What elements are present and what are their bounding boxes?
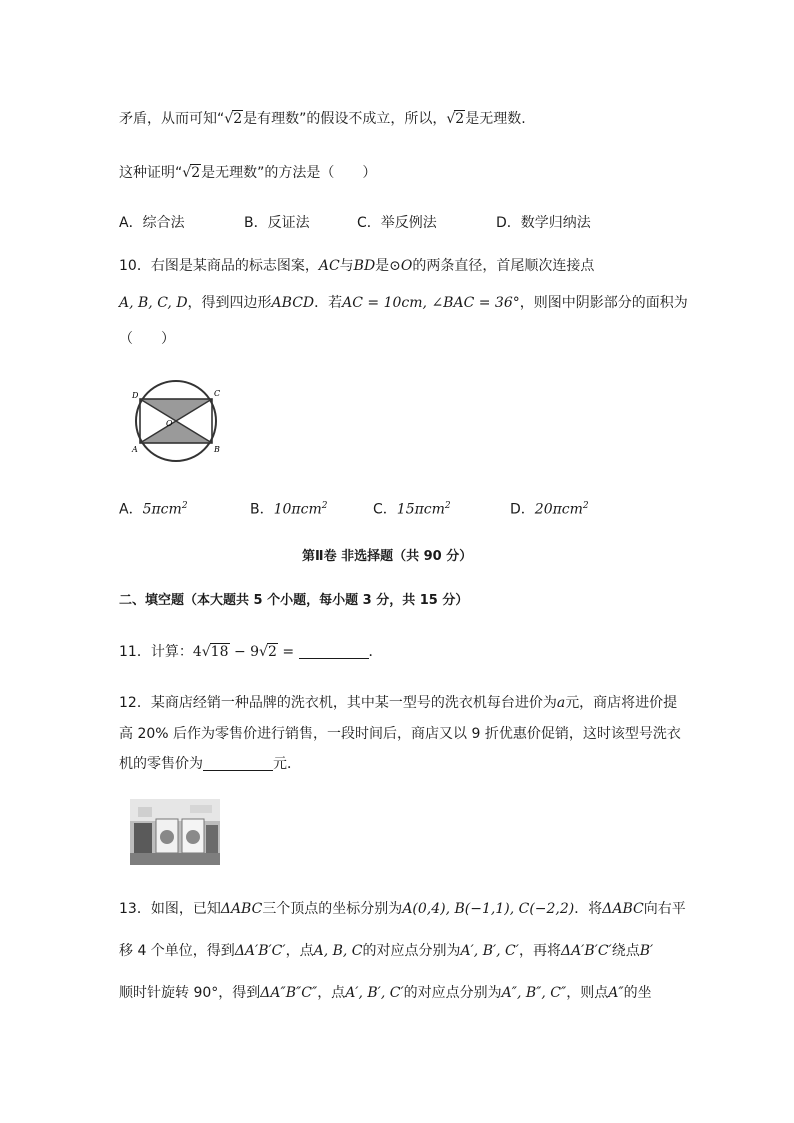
text: 是: [375, 258, 390, 274]
q12-line-1: [119, 693, 677, 713]
math: A(0,4), B(−1,1), C(−2,2): [402, 901, 575, 917]
math: ΔA″B″C″: [260, 985, 318, 1001]
q9-option-a: A．综合法: [119, 215, 185, 231]
q10-line-2: [119, 293, 688, 313]
option-value: 15πcm: [396, 501, 445, 518]
math: ΔABC: [602, 901, 644, 917]
q13-line-2: [119, 941, 653, 961]
q10-option-b: [250, 496, 327, 520]
q10-figure: [128, 380, 224, 462]
text: 顺时针旋转 90°，得到: [119, 985, 261, 1001]
option-value: 20πcm: [534, 501, 583, 518]
text: 元．: [273, 756, 301, 772]
label-o: O: [166, 419, 173, 428]
equals: =: [277, 644, 299, 660]
text: 是无理数.: [465, 111, 526, 127]
text: 的对应点分别为: [362, 943, 461, 959]
option-value: 10πcm: [273, 501, 322, 518]
answer-blank[interactable]: [299, 644, 369, 659]
text: 的坐: [623, 985, 652, 1001]
text: ．: [368, 644, 383, 660]
text: ，则图中阴影部分的面积为: [519, 295, 688, 311]
radicand: 2: [267, 644, 277, 660]
text: 矛盾，从而可知“: [119, 111, 225, 127]
q10-option-a: [119, 496, 188, 520]
q9-question-line: [119, 163, 376, 183]
q9-option-b: B．反证法: [244, 215, 310, 231]
radicand: 18: [210, 644, 229, 660]
math: A′, B′, C′: [345, 985, 404, 1001]
exponent: 2: [444, 501, 451, 511]
text: 绕点: [611, 943, 640, 959]
math: AC: [318, 258, 340, 274]
washing-machine-photo: [130, 799, 220, 865]
text: ，点: [285, 943, 314, 959]
text: 三个顶点的坐标分别为: [262, 901, 403, 917]
radical-sign: √: [224, 111, 234, 127]
text: 向右平: [643, 901, 686, 917]
shaded-triangle-top: [140, 399, 212, 421]
text: ，得到四边形: [187, 295, 272, 311]
q13-line-3: [119, 983, 652, 1003]
label-a: A: [132, 445, 138, 454]
math: A″, B″, C″: [501, 985, 567, 1001]
math: ΔABC: [220, 901, 263, 917]
q11-line: [119, 642, 383, 662]
text: 的两条直径，首尾顺次连接点: [412, 258, 595, 274]
radicand: 2: [455, 111, 465, 127]
text: 与: [339, 258, 354, 274]
coefficient: 4: [192, 644, 202, 660]
q10-line-1: [119, 256, 594, 276]
option-letter: A．: [119, 501, 143, 518]
math: BD: [353, 258, 376, 274]
section-heading: 二、填空题（本大题共 5 个小题，每小题 3 分，共 15 分）: [119, 593, 469, 608]
option-letter: D．: [510, 501, 535, 518]
text: 13．如图，已知: [119, 901, 221, 917]
q10-option-d: [510, 496, 589, 520]
radical-sign: √: [446, 111, 456, 127]
math: ⊙O: [389, 258, 413, 274]
exponent: 2: [181, 501, 188, 511]
math: A, B, C: [313, 943, 363, 959]
math: a: [556, 695, 566, 711]
text: 是有理数”的假设不成立，所以，: [243, 111, 447, 127]
option-letter: B．: [250, 501, 274, 518]
radicand: 2: [191, 165, 201, 181]
math: A″: [608, 985, 624, 1001]
option-letter: C．: [373, 501, 397, 518]
radical-sign: √: [201, 644, 211, 660]
q10-option-c: [373, 496, 451, 520]
text: ，点: [317, 985, 346, 1001]
q12-line-3: [119, 754, 301, 774]
radicand: 2: [233, 111, 243, 127]
math: ABCD: [271, 295, 315, 311]
text: 机的零售价为: [119, 756, 203, 772]
answer-blank[interactable]: [203, 756, 273, 771]
exponent: 2: [321, 501, 328, 511]
radical-sign: √: [259, 644, 268, 660]
text: 元，商店将进价提: [565, 695, 678, 711]
math: B′: [639, 943, 654, 959]
text: 是无理数”的方法是（ ）: [201, 165, 377, 181]
q9-option-d: D．数学归纳法: [496, 215, 591, 231]
math: AC = 10cm, ∠BAC = 36°: [342, 295, 520, 311]
exponent: 2: [582, 501, 589, 511]
text: ．若: [314, 295, 343, 311]
q13-line-1: [119, 899, 686, 919]
math: ΔA′B′C′: [560, 943, 612, 959]
q9-conclusion-line: [119, 109, 526, 129]
math: A, B, C, D: [119, 295, 188, 311]
section-title: 第Ⅱ卷 非选择题（共 90 分）: [302, 549, 473, 564]
shaded-triangle-bottom: [140, 421, 212, 443]
radical-sign: √: [182, 165, 192, 181]
option-value: 5πcm: [142, 501, 182, 518]
text: 11．计算：: [119, 644, 193, 660]
label-d: D: [132, 391, 139, 400]
label-c: C: [214, 389, 221, 398]
text: 这种证明“: [119, 165, 183, 181]
text: 移 4 个单位，得到: [119, 943, 235, 959]
label-b: B: [214, 445, 220, 454]
q12-line-2: 高 20% 后作为零售价进行销售，一段时间后，商店又以 9 折优惠价促销，这时该型号洗衣: [119, 726, 681, 742]
math: ΔA′B′C′: [234, 943, 286, 959]
text: 12．某商店经销一种品牌的洗衣机，其中某一型号的洗衣机每台进价为: [119, 695, 557, 711]
operator: − 9: [229, 644, 260, 660]
math: A′, B′, C′: [460, 943, 519, 959]
text: 的对应点分别为: [403, 985, 502, 1001]
text: ．将: [574, 901, 603, 917]
q10-line-3: （ ）: [119, 331, 175, 347]
text: ，再将: [518, 943, 561, 959]
text: 10．右图是某商品的标志图案，: [119, 258, 319, 274]
text: ，则点: [566, 985, 609, 1001]
q9-option-c: C．举反例法: [357, 215, 437, 231]
